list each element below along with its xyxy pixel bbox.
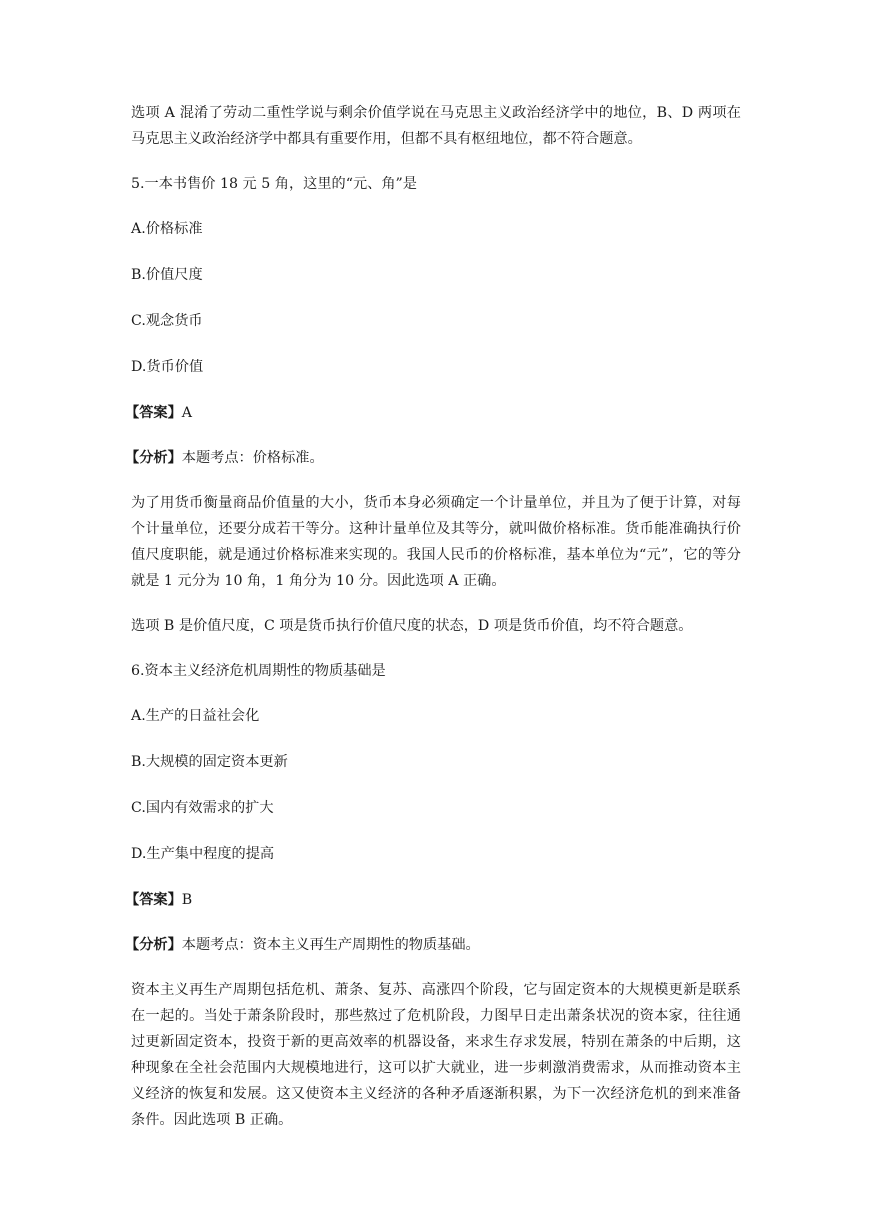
analysis-text: 本题考点：资本主义再生产周期性的物质基础。 (181, 937, 480, 953)
question-6: 6.资本主义经济危机周期性的物质基础是 (131, 663, 386, 679)
document-page (125, 100, 741, 1152)
question-6-option-a: A.生产的日益社会化 (131, 708, 260, 724)
analysis-label: 【分析】 (125, 450, 182, 466)
question-6-option-b: B.大规模的固定资本更新 (131, 754, 288, 770)
question-5-option-b: B.价值尺度 (131, 267, 203, 283)
analysis-label: 【分析】 (125, 937, 182, 953)
question-5-answer (125, 400, 741, 426)
question-5-option-d: D.货币价值 (131, 359, 204, 375)
paragraph-explanation-prev: 选项 A 混淆了劳动二重性学说与剩余价值学说在马克思主义政治经济学中的地位，B、D 两项在马克思主义政治经济学中都具有重要作用，但都不具有枢纽地位，都不符合题意。 (131, 105, 741, 147)
question-6-answer (125, 887, 741, 913)
answer-value: A (181, 405, 193, 421)
question-5-option-c: C.观念货币 (131, 313, 203, 329)
question-5-option-a: A.价格标准 (131, 221, 203, 237)
question-5-explanation: 为了用货币衡量商品价值量的大小，货币本身必须确定一个计量单位，并且为了便于计算，对每个计量单位，还要分成若干等分。这种计量单位及其等分，就叫做价格标准。货币能准确执行价值尺度职能，就是通过价格标准来实现的。我国人民币的价格标准，基本单位为“元”，它的等分就是 1 元分为 10 角，1 角分为 10 分。因此选项 A 正确。 (131, 495, 741, 589)
question-6-option-d: D.生产集中程度的提高 (131, 846, 275, 862)
question-6-analysis (125, 932, 741, 958)
question-5-explanation-options: 选项 B 是价值尺度，C 项是货币执行价值尺度的状态，D 项是货币价值，均不符合题意。 (131, 618, 693, 634)
analysis-text: 本题考点：价格标准。 (181, 450, 324, 466)
answer-label: 【答案】 (125, 405, 182, 421)
question-5: 5.一本书售价 18 元 5 角，这里的“元、角”是 (131, 176, 417, 192)
question-5-analysis (125, 445, 741, 471)
question-6-explanation: 资本主义再生产周期包括危机、萧条、复苏、高涨四个阶段，它与固定资本的大规模更新是联系在一起的。当处于萧条阶段时，那些熬过了危机阶段，力图早日走出萧条状况的资本家，往往通过更新固定资本，投资于新的更高效率的机器设备，来求生存求发展，特别在萧条的中后期，这种现象在全社会范围内大规模地进行，这可以扩大就业，进一步刺激消费需求，从而推动资本主义经济的恢复和发展。这又使资本主义经济的各种矛盾逐渐积累，为下一次经济危机的到来准备条件。因此选项 B 正确。 (131, 982, 741, 1128)
question-6-option-c: C.国内有效需求的扩大 (131, 800, 274, 816)
answer-value: B (181, 892, 193, 908)
answer-label: 【答案】 (125, 892, 182, 908)
